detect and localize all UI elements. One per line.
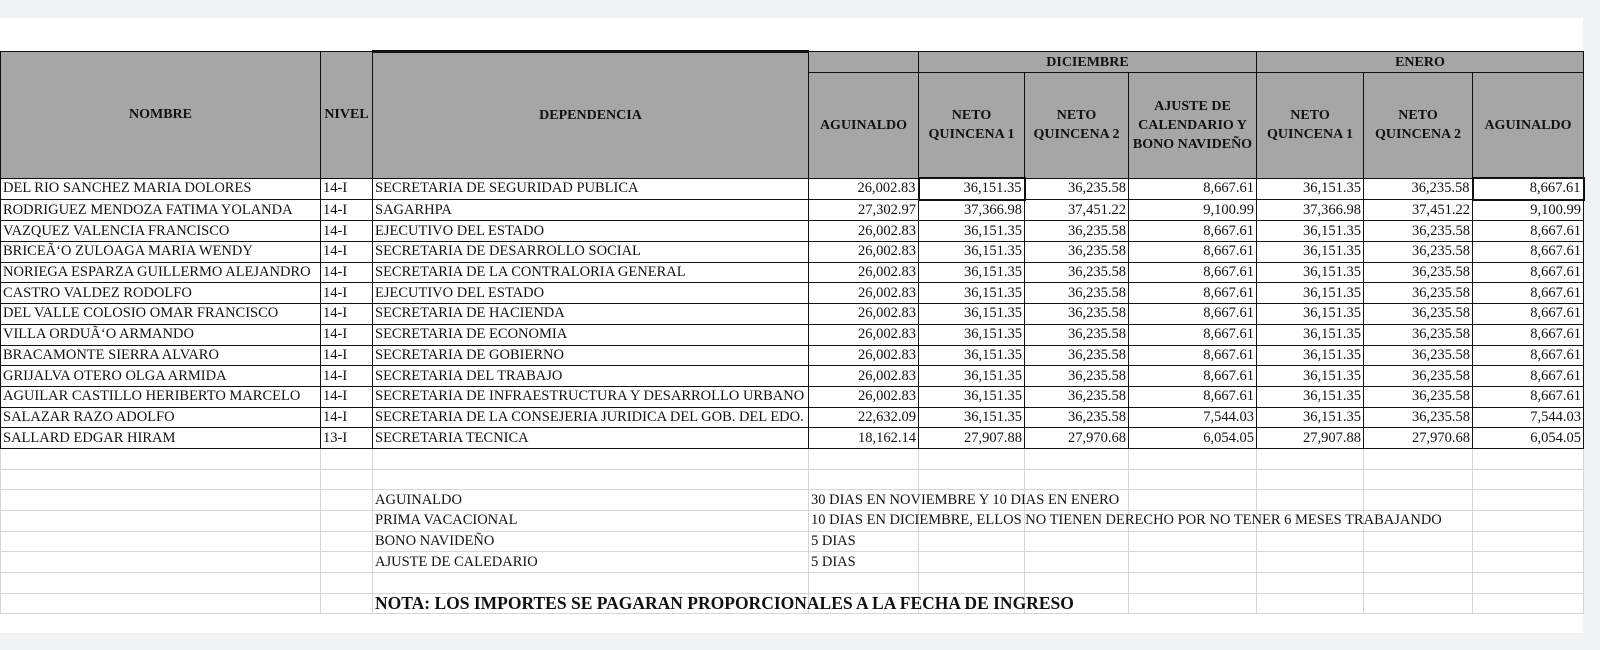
cell-dic-quincena-2[interactable]: 36,235.58 [1025,221,1129,242]
cell-aguinaldo[interactable]: 26,002.83 [809,242,919,263]
empty-cell[interactable] [373,469,809,490]
column-header-dependencia: DEPENDENCIA [373,52,809,179]
empty-cell[interactable] [1129,573,1257,594]
cell-ajuste-bono[interactable]: 8,667.61 [1129,178,1257,200]
empty-cell[interactable] [1257,593,1364,614]
cell-ene-quincena-1[interactable]: 36,151.35 [1257,324,1364,345]
empty-cell[interactable] [1473,531,1584,552]
empty-cell[interactable] [1473,448,1584,469]
table-row [1,366,1584,387]
cell-aguinaldo[interactable]: 26,002.83 [809,345,919,366]
cell-ene-quincena-1[interactable]: 36,151.35 [1257,304,1364,325]
cell-dic-quincena-2[interactable]: 27,970.68 [1025,428,1129,449]
cell-ene-aguinaldo[interactable]: 8,667.61 [1473,283,1584,304]
cell-nombre[interactable]: NORIEGA ESPARZA GUILLERMO ALEJANDRO [1,262,321,283]
cell-ene-quincena-1[interactable]: 36,151.35 [1257,345,1364,366]
empty-cell[interactable] [1,469,321,490]
empty-cell[interactable] [1257,490,1364,511]
cell-dic-quincena-1[interactable]: 36,151.35 [919,366,1025,387]
empty-cell[interactable] [1025,573,1129,594]
cell-dependencia[interactable]: SAGARHPA [373,200,809,221]
cell-dic-quincena-1[interactable]: 36,151.35 [919,386,1025,407]
empty-cell[interactable] [1,593,321,614]
empty-cell[interactable] [1,573,321,594]
cell-ene-quincena-2[interactable]: 36,235.58 [1364,262,1473,283]
cell-nombre[interactable]: DEL VALLE COLOSIO OMAR FRANCISCO [1,304,321,325]
empty-cell[interactable] [919,469,1025,490]
cell-ene-quincena-1[interactable]: 36,151.35 [1257,366,1364,387]
empty-cell[interactable] [1129,552,1257,573]
empty-cell[interactable] [809,573,919,594]
cell-ene-quincena-2[interactable]: 36,235.58 [1364,304,1473,325]
cell-ene-quincena-1[interactable]: 36,151.35 [1257,242,1364,263]
cell-dic-quincena-2[interactable]: 36,235.58 [1025,178,1129,200]
empty-cell[interactable] [1129,490,1257,511]
cell-dependencia[interactable]: SECRETARIA DE LA CONTRALORIA GENERAL [373,262,809,283]
cell-nivel[interactable]: 14-I [321,386,373,407]
cell-ene-quincena-2[interactable]: 36,235.58 [1364,386,1473,407]
cell-dependencia[interactable]: EJECUTIVO DEL ESTADO [373,283,809,304]
cell-aguinaldo[interactable]: 18,162.14 [809,428,919,449]
cell-aguinaldo[interactable]: 26,002.83 [809,324,919,345]
cell-dic-quincena-2[interactable]: 36,235.58 [1025,366,1129,387]
cell-ajuste-bono[interactable]: 8,667.61 [1129,304,1257,325]
empty-cell[interactable] [1129,593,1257,614]
cell-ajuste-bono[interactable]: 9,100.99 [1129,200,1257,221]
empty-cell[interactable] [321,469,373,490]
cell-nivel[interactable]: 13-I [321,428,373,449]
empty-cell[interactable] [321,552,373,573]
cell-ene-quincena-2[interactable]: 36,235.58 [1364,345,1473,366]
cell-ene-quincena-1[interactable]: 36,151.35 [1257,407,1364,428]
empty-cell[interactable] [321,573,373,594]
cell-dependencia[interactable]: SECRETARIA TECNICA [373,428,809,449]
cell-aguinaldo[interactable]: 27,302.97 [809,200,919,221]
cell-dependencia[interactable]: EJECUTIVO DEL ESTADO [373,221,809,242]
cell-ene-quincena-2[interactable]: 36,235.58 [1364,366,1473,387]
cell-aguinaldo[interactable]: 26,002.83 [809,366,919,387]
cell-ene-aguinaldo[interactable]: 8,667.61 [1473,366,1584,387]
cell-aguinaldo[interactable]: 26,002.83 [809,386,919,407]
column-header-nivel: NIVEL [321,52,373,179]
column-header-dic-quincena-2: NETO QUINCENA 2 [1025,73,1129,179]
cell-ajuste-bono[interactable]: 8,667.61 [1129,345,1257,366]
table-row [1,262,1584,283]
header-blank-cell [809,52,919,73]
empty-cell[interactable] [1025,531,1129,552]
cell-ene-quincena-2[interactable]: 36,235.58 [1364,242,1473,263]
empty-cell[interactable] [1364,593,1473,614]
cell-nivel[interactable]: 14-I [321,178,373,200]
cell-dependencia[interactable]: SECRETARIA DE SEGURIDAD PUBLICA [373,178,809,200]
cell-ajuste-bono[interactable]: 8,667.61 [1129,324,1257,345]
cell-nivel[interactable]: 14-I [321,407,373,428]
spreadsheet-sheet [0,18,1583,633]
note-row [1,552,1584,573]
cell-nivel[interactable]: 14-I [321,200,373,221]
empty-row [1,573,1584,594]
column-header-nombre: NOMBRE [1,52,321,179]
cell-nivel[interactable]: 14-I [321,304,373,325]
cell-ene-quincena-1[interactable]: 27,907.88 [1257,428,1364,449]
table-row [1,386,1584,407]
table-row [1,283,1584,304]
note-value[interactable]: 30 DIAS EN NOVIEMBRE Y 10 DIAS EN ENERO [809,490,919,511]
empty-cell[interactable] [1473,593,1584,614]
cell-dic-quincena-1[interactable]: 36,151.35 [919,262,1025,283]
table-row [1,407,1584,428]
empty-cell[interactable] [1,552,321,573]
cell-dic-quincena-1[interactable]: 37,366.98 [919,200,1025,221]
cell-ene-quincena-1[interactable]: 36,151.35 [1257,283,1364,304]
note-label[interactable]: BONO NAVIDEÑO [373,531,809,552]
cell-ene-aguinaldo[interactable]: 8,667.61 [1473,304,1584,325]
cell-ajuste-bono[interactable]: 7,544.03 [1129,407,1257,428]
cell-nivel[interactable]: 14-I [321,283,373,304]
cell-dependencia[interactable]: SECRETARIA DE ECONOMIA [373,324,809,345]
cell-ajuste-bono[interactable]: 6,054.05 [1129,428,1257,449]
empty-cell[interactable] [1025,552,1129,573]
note-row [1,490,1584,511]
group-header-diciembre: DICIEMBRE [919,52,1257,73]
cell-nivel[interactable]: 14-I [321,366,373,387]
empty-cell[interactable] [1473,469,1584,490]
empty-cell[interactable] [321,511,373,532]
empty-cell[interactable] [919,552,1025,573]
cell-dic-quincena-1[interactable]: 36,151.35 [919,345,1025,366]
cell-nombre[interactable]: VAZQUEZ VALENCIA FRANCISCO [1,221,321,242]
cell-ene-aguinaldo[interactable]: 8,667.61 [1473,178,1584,200]
column-header-ene-quincena-2: NETO QUINCENA 2 [1364,73,1473,179]
table-row [1,345,1584,366]
empty-cell[interactable] [1,531,321,552]
cell-nombre[interactable]: SALLARD EDGAR HIRAM [1,428,321,449]
cell-nivel[interactable]: 14-I [321,262,373,283]
empty-cell[interactable] [1025,448,1129,469]
empty-cell[interactable] [1129,531,1257,552]
table-row [1,221,1584,242]
cell-nombre[interactable]: CASTRO VALDEZ RODOLFO [1,283,321,304]
cell-nombre[interactable]: RODRIGUEZ MENDOZA FATIMA YOLANDA [1,200,321,221]
cell-ene-aguinaldo[interactable]: 8,667.61 [1473,386,1584,407]
column-header-ene-aguinaldo: AGUINALDO [1473,73,1584,179]
empty-cell[interactable] [1257,573,1364,594]
empty-cell[interactable] [373,448,809,469]
cell-dic-quincena-2[interactable]: 37,451.22 [1025,200,1129,221]
group-header-enero: ENERO [1257,52,1584,73]
cell-nombre[interactable]: GRIJALVA OTERO OLGA ARMIDA [1,366,321,387]
cell-dic-quincena-1[interactable]: 36,151.35 [919,221,1025,242]
table-row [1,428,1584,449]
cell-ene-quincena-1[interactable]: 36,151.35 [1257,221,1364,242]
cell-ajuste-bono[interactable]: 8,667.61 [1129,262,1257,283]
empty-cell[interactable] [1129,469,1257,490]
cell-dic-quincena-2[interactable]: 36,235.58 [1025,324,1129,345]
table-row [1,324,1584,345]
cell-ene-quincena-1[interactable]: 36,151.35 [1257,262,1364,283]
cell-nivel[interactable]: 14-I [321,324,373,345]
empty-cell[interactable] [1364,448,1473,469]
cell-dic-quincena-1[interactable]: 36,151.35 [919,242,1025,263]
cell-dependencia[interactable]: SECRETARIA DE INFRAESTRUCTURA Y DESARROLLO URBANO [373,386,809,407]
cell-ene-quincena-2[interactable]: 36,235.58 [1364,283,1473,304]
cell-dependencia[interactable]: SECRETARIA DE GOBIERNO [373,345,809,366]
note-label[interactable]: PRIMA VACACIONAL [373,511,809,532]
note-row [1,531,1584,552]
cell-dic-quincena-2[interactable]: 36,235.58 [1025,304,1129,325]
note-value[interactable]: 5 DIAS [809,531,919,552]
table-row [1,200,1584,221]
table-row [1,304,1584,325]
cell-dic-quincena-1[interactable]: 36,151.35 [919,178,1025,200]
cell-aguinaldo[interactable]: 26,002.83 [809,283,919,304]
cell-aguinaldo[interactable]: 22,632.09 [809,407,919,428]
spreadsheet-grid-wrapper [0,50,1583,650]
empty-cell[interactable] [1257,531,1364,552]
cell-dic-quincena-1[interactable]: 36,151.35 [919,324,1025,345]
cell-dic-quincena-2[interactable]: 36,235.58 [1025,386,1129,407]
cell-ene-quincena-2[interactable]: 36,235.58 [1364,221,1473,242]
empty-cell[interactable] [1364,531,1473,552]
cell-ene-aguinaldo[interactable]: 9,100.99 [1473,200,1584,221]
column-header-ajuste-bono: AJUSTE DE CALENDARIO Y BONO NAVIDEÑO [1129,73,1257,179]
empty-cell[interactable] [1257,469,1364,490]
payroll-table [0,50,1585,614]
empty-row [1,469,1584,490]
note-label[interactable]: AJUSTE DE CALEDARIO [373,552,809,573]
cell-aguinaldo[interactable]: 26,002.83 [809,262,919,283]
empty-cell[interactable] [809,469,919,490]
empty-row [1,448,1584,469]
empty-cell[interactable] [1364,469,1473,490]
cell-nombre[interactable]: BRACAMONTE SIERRA ALVARO [1,345,321,366]
empty-cell[interactable] [1129,448,1257,469]
empty-cell[interactable] [321,490,373,511]
cell-dic-quincena-2[interactable]: 36,235.58 [1025,407,1129,428]
note-label[interactable]: AGUINALDO [373,490,809,511]
cell-nombre[interactable]: AGUILAR CASTILLO HERIBERTO MARCELO [1,386,321,407]
cell-nivel[interactable]: 14-I [321,345,373,366]
empty-cell[interactable] [1025,469,1129,490]
cell-ene-quincena-1[interactable]: 36,151.35 [1257,386,1364,407]
cell-ene-quincena-1[interactable]: 36,151.35 [1257,178,1364,200]
cell-nivel[interactable]: 14-I [321,221,373,242]
cell-aguinaldo[interactable]: 26,002.83 [809,221,919,242]
cell-ajuste-bono[interactable]: 8,667.61 [1129,283,1257,304]
footnote-row [1,593,1584,614]
cell-ene-aguinaldo[interactable]: 8,667.61 [1473,262,1584,283]
empty-cell[interactable] [1473,490,1584,511]
cell-ene-quincena-1[interactable]: 37,366.98 [1257,200,1364,221]
table-row [1,242,1584,263]
footnote-text[interactable]: NOTA: LOS IMPORTES SE PAGARAN PROPORCIONALES A LA FECHA DE INGRESO [373,593,809,614]
cell-dependencia[interactable]: SECRETARIA DEL TRABAJO [373,366,809,387]
table-row [1,178,1584,200]
note-value[interactable]: 10 DIAS EN DICIEMBRE, ELLOS NO TIENEN DERECHO POR NO TENER 6 MESES TRABAJANDO [809,511,919,532]
cell-dic-quincena-2[interactable]: 36,235.58 [1025,345,1129,366]
cell-dic-quincena-1[interactable]: 36,151.35 [919,283,1025,304]
cell-ene-aguinaldo[interactable]: 8,667.61 [1473,345,1584,366]
cell-ene-quincena-2[interactable]: 27,970.68 [1364,428,1473,449]
cell-dependencia[interactable]: SECRETARIA DE DESARROLLO SOCIAL [373,242,809,263]
cell-ene-quincena-2[interactable]: 36,235.58 [1364,324,1473,345]
cell-nombre[interactable]: DEL RIO SANCHEZ MARIA DOLORES [1,178,321,200]
empty-cell[interactable] [321,531,373,552]
cell-ene-aguinaldo[interactable]: 8,667.61 [1473,221,1584,242]
cell-ene-quincena-2[interactable]: 37,451.22 [1364,200,1473,221]
empty-cell[interactable] [1364,573,1473,594]
cell-dic-quincena-2[interactable]: 36,235.58 [1025,242,1129,263]
cell-dic-quincena-2[interactable]: 36,235.58 [1025,262,1129,283]
empty-cell[interactable] [1,490,321,511]
cell-nombre[interactable]: VILLA ORDUÃ‘O ARMANDO [1,324,321,345]
cell-nivel[interactable]: 14-I [321,242,373,263]
cell-dic-quincena-2[interactable]: 36,235.58 [1025,283,1129,304]
cell-dependencia[interactable]: SECRETARIA DE HACIENDA [373,304,809,325]
cell-nombre[interactable]: BRICEÃ‘O ZULOAGA MARIA WENDY [1,242,321,263]
cell-ene-quincena-2[interactable]: 36,235.58 [1364,407,1473,428]
empty-cell[interactable] [919,448,1025,469]
empty-cell[interactable] [1364,490,1473,511]
empty-cell[interactable] [1,448,321,469]
table-body [1,52,1584,614]
empty-cell[interactable] [321,448,373,469]
note-value[interactable]: 5 DIAS [809,552,919,573]
empty-cell[interactable] [919,531,1025,552]
cell-aguinaldo[interactable]: 26,002.83 [809,178,919,200]
note-row [1,511,1584,532]
cell-ajuste-bono[interactable]: 8,667.61 [1129,386,1257,407]
empty-cell[interactable] [1473,552,1584,573]
empty-cell[interactable] [1,511,321,532]
cell-ajuste-bono[interactable]: 8,667.61 [1129,242,1257,263]
cell-ajuste-bono[interactable]: 8,667.61 [1129,221,1257,242]
empty-cell[interactable] [919,573,1025,594]
header-row-groups [1,52,1584,73]
cell-ene-quincena-2[interactable]: 36,235.58 [1364,178,1473,200]
cell-dependencia[interactable]: SECRETARIA DE LA CONSEJERIA JURIDICA DEL GOB. DEL EDO. [373,407,809,428]
column-header-dic-quincena-1: NETO QUINCENA 1 [919,73,1025,179]
empty-cell[interactable] [1257,448,1364,469]
cell-ajuste-bono[interactable]: 8,667.61 [1129,366,1257,387]
cell-dic-quincena-1[interactable]: 36,151.35 [919,407,1025,428]
column-header-ene-quincena-1: NETO QUINCENA 1 [1257,73,1364,179]
cell-dic-quincena-1[interactable]: 27,907.88 [919,428,1025,449]
empty-cell[interactable] [321,593,373,614]
empty-cell[interactable] [373,573,809,594]
cell-ene-aguinaldo[interactable]: 6,054.05 [1473,428,1584,449]
cell-nombre[interactable]: SALAZAR RAZO ADOLFO [1,407,321,428]
cell-ene-aguinaldo[interactable]: 7,544.03 [1473,407,1584,428]
column-header-aguinaldo: AGUINALDO [809,73,919,179]
cell-dic-quincena-1[interactable]: 36,151.35 [919,304,1025,325]
empty-cell[interactable] [809,448,919,469]
empty-cell[interactable] [1473,573,1584,594]
empty-cell[interactable] [1257,552,1364,573]
cell-ene-aguinaldo[interactable]: 8,667.61 [1473,324,1584,345]
empty-cell[interactable] [1364,552,1473,573]
cell-aguinaldo[interactable]: 26,002.83 [809,304,919,325]
empty-cell[interactable] [1473,511,1584,532]
cell-ene-aguinaldo[interactable]: 8,667.61 [1473,242,1584,263]
